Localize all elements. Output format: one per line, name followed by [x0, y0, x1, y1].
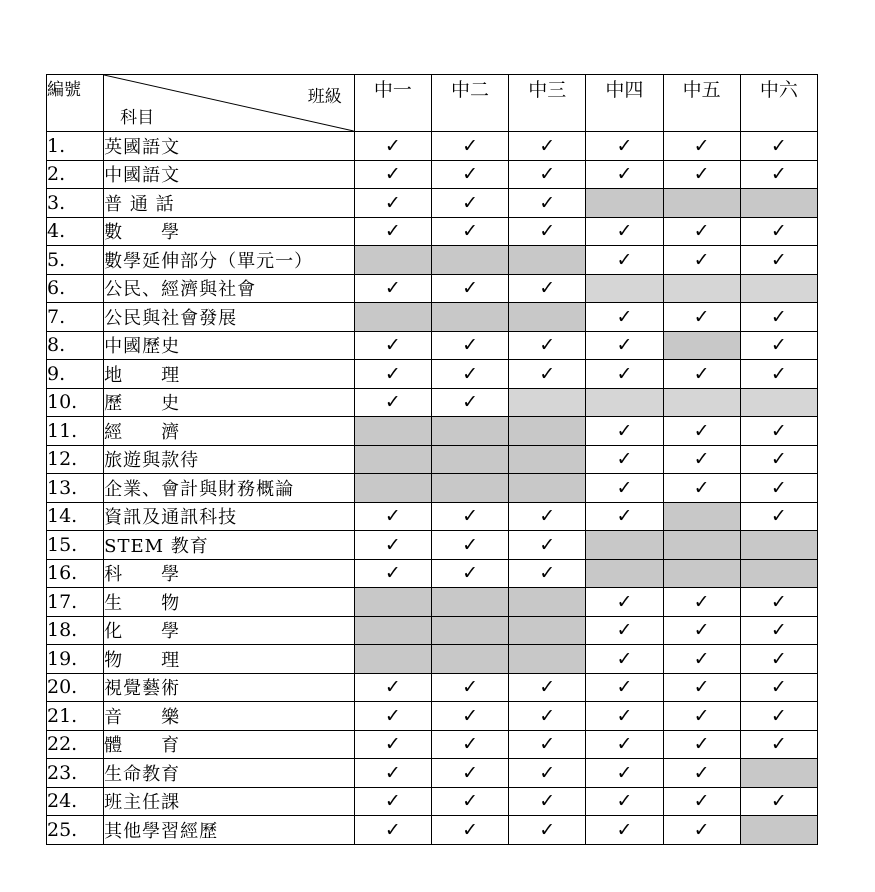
table-row: [47, 360, 818, 389]
check-mark-icon: ✓: [663, 160, 740, 189]
check-mark-icon: ✓: [663, 816, 740, 845]
table-row: [47, 787, 818, 816]
subject-name: 歷 史: [104, 388, 355, 417]
table-row: [47, 588, 818, 617]
check-mark-icon: ✓: [586, 502, 663, 531]
check-mark-icon: ✓: [431, 787, 508, 816]
check-mark-icon: ✓: [740, 588, 817, 617]
not-offered-cell: [431, 445, 508, 474]
row-number: 7.: [47, 303, 104, 332]
check-mark-icon: ✓: [354, 217, 431, 246]
table-row: [47, 417, 818, 446]
not-offered-cell: [663, 559, 740, 588]
subject-name: 中國語文: [104, 160, 355, 189]
check-mark-icon: ✓: [431, 189, 508, 218]
check-mark-icon: ✓: [354, 189, 431, 218]
not-offered-cell: [740, 759, 817, 788]
class-label: 班級: [307, 87, 342, 107]
check-mark-icon: ✓: [509, 702, 586, 731]
row-number: 6.: [47, 274, 104, 303]
check-mark-icon: ✓: [740, 474, 817, 503]
subject-name: 公民、經濟與社會: [104, 274, 355, 303]
check-mark-icon: ✓: [431, 531, 508, 560]
row-number: 1.: [47, 132, 104, 161]
not-offered-cell: [740, 388, 817, 417]
check-mark-icon: ✓: [431, 132, 508, 161]
check-mark-icon: ✓: [740, 360, 817, 389]
check-mark-icon: ✓: [740, 217, 817, 246]
subject-name: 數學延伸部分（單元一）: [104, 246, 355, 275]
check-mark-icon: ✓: [586, 645, 663, 674]
row-number: 25.: [47, 816, 104, 845]
check-mark-icon: ✓: [509, 559, 586, 588]
row-number: 21.: [47, 702, 104, 731]
not-offered-cell: [586, 531, 663, 560]
check-mark-icon: ✓: [431, 217, 508, 246]
row-number: 14.: [47, 502, 104, 531]
check-mark-icon: ✓: [586, 217, 663, 246]
subject-name: 數 學: [104, 217, 355, 246]
not-offered-cell: [663, 274, 740, 303]
check-mark-icon: ✓: [354, 160, 431, 189]
check-mark-icon: ✓: [509, 759, 586, 788]
check-mark-icon: ✓: [586, 787, 663, 816]
check-mark-icon: ✓: [354, 502, 431, 531]
check-mark-icon: ✓: [663, 303, 740, 332]
table-row: [47, 445, 818, 474]
row-number: 3.: [47, 189, 104, 218]
check-mark-icon: ✓: [740, 673, 817, 702]
check-mark-icon: ✓: [740, 331, 817, 360]
check-mark-icon: ✓: [431, 816, 508, 845]
check-mark-icon: ✓: [663, 616, 740, 645]
table-row: [47, 474, 818, 503]
subject-name: 科 學: [104, 559, 355, 588]
not-offered-cell: [663, 502, 740, 531]
check-mark-icon: ✓: [509, 816, 586, 845]
check-mark-icon: ✓: [586, 331, 663, 360]
check-mark-icon: ✓: [740, 730, 817, 759]
check-mark-icon: ✓: [586, 816, 663, 845]
not-offered-cell: [354, 417, 431, 446]
check-mark-icon: ✓: [586, 474, 663, 503]
check-mark-icon: ✓: [586, 303, 663, 332]
check-mark-icon: ✓: [740, 246, 817, 275]
not-offered-cell: [354, 616, 431, 645]
not-offered-cell: [431, 417, 508, 446]
table-row: [47, 160, 818, 189]
check-mark-icon: ✓: [354, 132, 431, 161]
table-body: [47, 132, 818, 845]
check-mark-icon: ✓: [663, 759, 740, 788]
subject-name: 旅遊與款待: [104, 445, 355, 474]
not-offered-cell: [740, 531, 817, 560]
row-number: 8.: [47, 331, 104, 360]
table-row: [47, 303, 818, 332]
row-number: 5.: [47, 246, 104, 275]
row-number: 2.: [47, 160, 104, 189]
subject-name: 化 學: [104, 616, 355, 645]
subject-name: 班主任課: [104, 787, 355, 816]
check-mark-icon: ✓: [431, 331, 508, 360]
grade-header-s2: 中二: [431, 75, 508, 132]
subject-name: 企業、會計與財務概論: [104, 474, 355, 503]
table-row: [47, 730, 818, 759]
check-mark-icon: ✓: [663, 360, 740, 389]
check-mark-icon: ✓: [431, 759, 508, 788]
check-mark-icon: ✓: [586, 673, 663, 702]
row-number: 22.: [47, 730, 104, 759]
check-mark-icon: ✓: [740, 616, 817, 645]
check-mark-icon: ✓: [354, 274, 431, 303]
not-offered-cell: [509, 388, 586, 417]
check-mark-icon: ✓: [740, 502, 817, 531]
not-offered-cell: [354, 445, 431, 474]
check-mark-icon: ✓: [586, 132, 663, 161]
not-offered-cell: [663, 388, 740, 417]
check-mark-icon: ✓: [431, 559, 508, 588]
row-number: 24.: [47, 787, 104, 816]
grade-header-s4: 中四: [586, 75, 663, 132]
check-mark-icon: ✓: [431, 160, 508, 189]
table-row: [47, 274, 818, 303]
check-mark-icon: ✓: [740, 445, 817, 474]
check-mark-icon: ✓: [740, 303, 817, 332]
check-mark-icon: ✓: [354, 531, 431, 560]
check-mark-icon: ✓: [509, 331, 586, 360]
table-row: [47, 559, 818, 588]
check-mark-icon: ✓: [586, 730, 663, 759]
table-row: [47, 246, 818, 275]
check-mark-icon: ✓: [354, 702, 431, 731]
check-mark-icon: ✓: [354, 559, 431, 588]
check-mark-icon: ✓: [663, 645, 740, 674]
check-mark-icon: ✓: [509, 274, 586, 303]
check-mark-icon: ✓: [586, 246, 663, 275]
subject-name: 地 理: [104, 360, 355, 389]
table-row: [47, 388, 818, 417]
not-offered-cell: [509, 616, 586, 645]
not-offered-cell: [740, 559, 817, 588]
not-offered-cell: [586, 559, 663, 588]
check-mark-icon: ✓: [354, 673, 431, 702]
check-mark-icon: ✓: [509, 730, 586, 759]
not-offered-cell: [663, 531, 740, 560]
check-mark-icon: ✓: [663, 246, 740, 275]
table-row: [47, 759, 818, 788]
check-mark-icon: ✓: [354, 388, 431, 417]
check-mark-icon: ✓: [663, 730, 740, 759]
check-mark-icon: ✓: [509, 217, 586, 246]
not-offered-cell: [354, 645, 431, 674]
not-offered-cell: [431, 303, 508, 332]
class-subject-header: [104, 75, 355, 132]
not-offered-cell: [509, 417, 586, 446]
check-mark-icon: ✓: [431, 730, 508, 759]
check-mark-icon: ✓: [663, 217, 740, 246]
row-number: 9.: [47, 360, 104, 389]
check-mark-icon: ✓: [431, 360, 508, 389]
check-mark-icon: ✓: [663, 787, 740, 816]
subject-name: 音 樂: [104, 702, 355, 731]
table-row: [47, 616, 818, 645]
table-row: [47, 189, 818, 218]
check-mark-icon: ✓: [586, 445, 663, 474]
check-mark-icon: ✓: [740, 417, 817, 446]
table-row: [47, 502, 818, 531]
curriculum-table: [46, 74, 818, 845]
not-offered-cell: [586, 189, 663, 218]
row-number: 18.: [47, 616, 104, 645]
check-mark-icon: ✓: [509, 502, 586, 531]
not-offered-cell: [431, 645, 508, 674]
subject-name: 視覺藝術: [104, 673, 355, 702]
check-mark-icon: ✓: [740, 132, 817, 161]
row-number: 20.: [47, 673, 104, 702]
check-mark-icon: ✓: [354, 730, 431, 759]
check-mark-icon: ✓: [663, 445, 740, 474]
not-offered-cell: [509, 303, 586, 332]
subject-name: 體 育: [104, 730, 355, 759]
check-mark-icon: ✓: [431, 388, 508, 417]
check-mark-icon: ✓: [354, 759, 431, 788]
subject-label: 科目: [120, 108, 155, 128]
check-mark-icon: ✓: [509, 673, 586, 702]
check-mark-icon: ✓: [354, 816, 431, 845]
row-number: 23.: [47, 759, 104, 788]
check-mark-icon: ✓: [586, 588, 663, 617]
grade-header-s3: 中三: [509, 75, 586, 132]
check-mark-icon: ✓: [663, 474, 740, 503]
check-mark-icon: ✓: [586, 160, 663, 189]
table-row: [47, 531, 818, 560]
check-mark-icon: ✓: [431, 502, 508, 531]
not-offered-cell: [509, 474, 586, 503]
table-row: [47, 673, 818, 702]
subject-name: 英國語文: [104, 132, 355, 161]
check-mark-icon: ✓: [586, 360, 663, 389]
not-offered-cell: [509, 246, 586, 275]
check-mark-icon: ✓: [354, 331, 431, 360]
subject-name: 資訊及通訊科技: [104, 502, 355, 531]
check-mark-icon: ✓: [740, 787, 817, 816]
row-number: 10.: [47, 388, 104, 417]
subject-name: 其他學習經歷: [104, 816, 355, 845]
row-number: 17.: [47, 588, 104, 617]
subject-name: STEM 教育: [104, 531, 355, 560]
subject-name: 公民與社會發展: [104, 303, 355, 332]
check-mark-icon: ✓: [431, 673, 508, 702]
table-row: [47, 816, 818, 845]
number-column-header: 編號: [47, 75, 104, 132]
check-mark-icon: ✓: [663, 132, 740, 161]
check-mark-icon: ✓: [586, 616, 663, 645]
check-mark-icon: ✓: [740, 160, 817, 189]
grade-header-s5: 中五: [663, 75, 740, 132]
table-row: [47, 132, 818, 161]
check-mark-icon: ✓: [354, 787, 431, 816]
not-offered-cell: [509, 645, 586, 674]
header-row: [47, 75, 818, 132]
not-offered-cell: [740, 816, 817, 845]
row-number: 11.: [47, 417, 104, 446]
check-mark-icon: ✓: [663, 702, 740, 731]
check-mark-icon: ✓: [509, 360, 586, 389]
grade-header-s6: 中六: [740, 75, 817, 132]
check-mark-icon: ✓: [431, 702, 508, 731]
not-offered-cell: [663, 331, 740, 360]
check-mark-icon: ✓: [663, 673, 740, 702]
not-offered-cell: [509, 445, 586, 474]
subject-name: 普 通 話: [104, 189, 355, 218]
row-number: 15.: [47, 531, 104, 560]
check-mark-icon: ✓: [586, 417, 663, 446]
not-offered-cell: [586, 388, 663, 417]
subject-name: 中國歷史: [104, 331, 355, 360]
table-row: [47, 645, 818, 674]
not-offered-cell: [354, 303, 431, 332]
check-mark-icon: ✓: [586, 759, 663, 788]
check-mark-icon: ✓: [509, 132, 586, 161]
row-number: 4.: [47, 217, 104, 246]
table-row: [47, 217, 818, 246]
subject-name: 生命教育: [104, 759, 355, 788]
not-offered-cell: [663, 189, 740, 218]
not-offered-cell: [431, 616, 508, 645]
check-mark-icon: ✓: [431, 274, 508, 303]
check-mark-icon: ✓: [509, 189, 586, 218]
row-number: 13.: [47, 474, 104, 503]
not-offered-cell: [431, 246, 508, 275]
not-offered-cell: [354, 474, 431, 503]
not-offered-cell: [431, 474, 508, 503]
check-mark-icon: ✓: [740, 645, 817, 674]
table-row: [47, 702, 818, 731]
grade-header-s1: 中一: [354, 75, 431, 132]
check-mark-icon: ✓: [586, 702, 663, 731]
row-number: 16.: [47, 559, 104, 588]
subject-name: 生 物: [104, 588, 355, 617]
subject-name: 經 濟: [104, 417, 355, 446]
not-offered-cell: [740, 274, 817, 303]
check-mark-icon: ✓: [509, 160, 586, 189]
not-offered-cell: [431, 588, 508, 617]
table-row: [47, 331, 818, 360]
not-offered-cell: [509, 588, 586, 617]
not-offered-cell: [586, 274, 663, 303]
check-mark-icon: ✓: [663, 417, 740, 446]
subject-name: 物 理: [104, 645, 355, 674]
check-mark-icon: ✓: [663, 588, 740, 617]
check-mark-icon: ✓: [354, 360, 431, 389]
check-mark-icon: ✓: [509, 531, 586, 560]
not-offered-cell: [740, 189, 817, 218]
not-offered-cell: [354, 588, 431, 617]
row-number: 19.: [47, 645, 104, 674]
check-mark-icon: ✓: [509, 787, 586, 816]
not-offered-cell: [354, 246, 431, 275]
check-mark-icon: ✓: [740, 702, 817, 731]
row-number: 12.: [47, 445, 104, 474]
